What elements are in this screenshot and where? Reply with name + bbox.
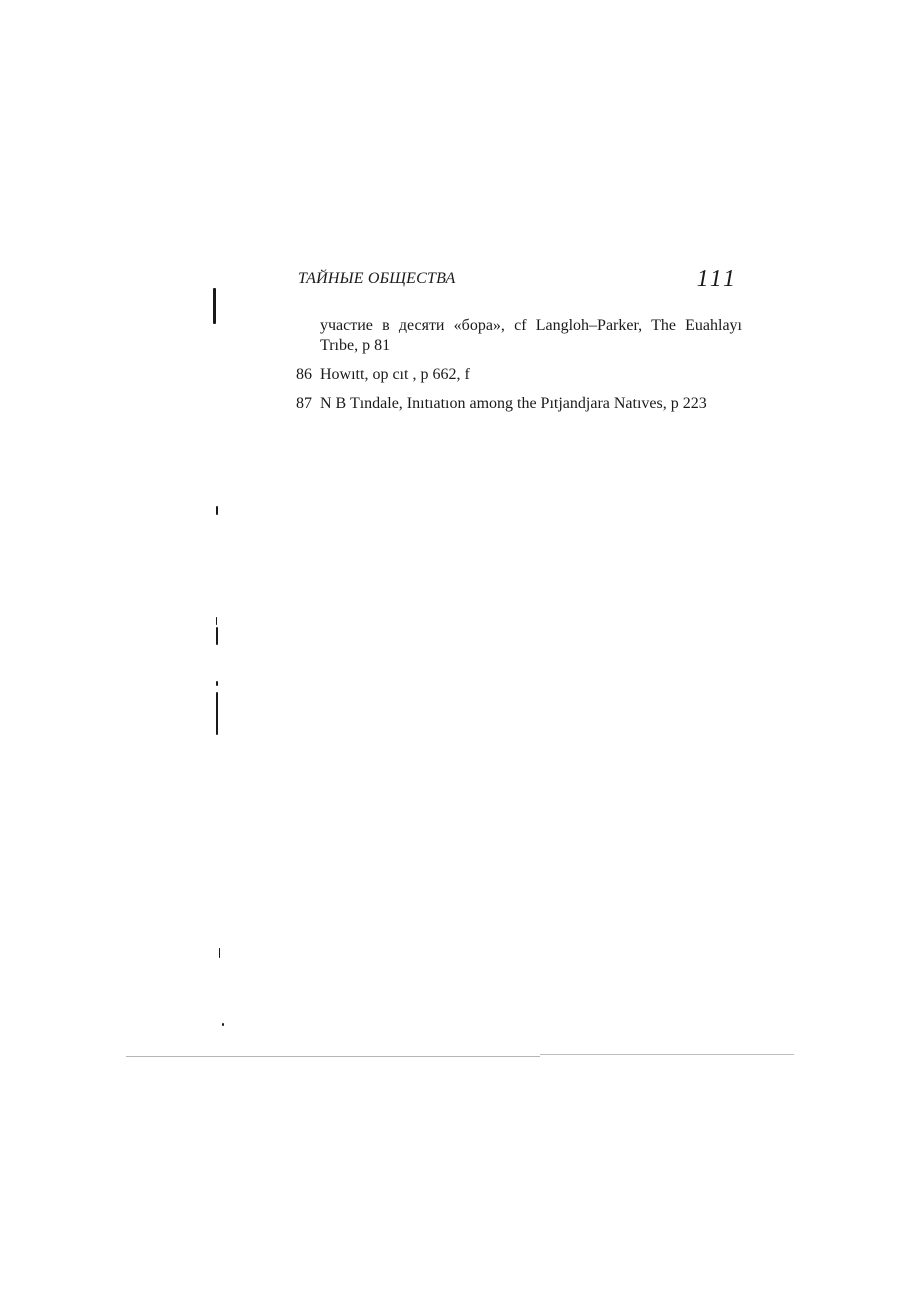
- scan-mark: [216, 627, 218, 645]
- scan-mark: [216, 681, 218, 686]
- footnote-continuation: [296, 316, 742, 356]
- page-number: 111: [696, 266, 738, 292]
- scan-mark: [216, 506, 218, 515]
- footnote-text: участие в десяти «бора», cf Langloh–Parker, The Euahlayı Trıbe, p 81: [320, 317, 742, 354]
- running-title: ТАЙНЫЕ ОБЩЕСТВА: [298, 270, 456, 287]
- footnote-86: [296, 365, 742, 385]
- footnote-number: 86: [296, 366, 312, 383]
- scan-mark: [219, 948, 220, 958]
- footnotes: [296, 316, 742, 423]
- footnote-text: Howıtt, op cıt , p 662, f: [320, 366, 470, 383]
- page-edge-line: [126, 1056, 540, 1057]
- scan-mark: [222, 1023, 224, 1026]
- footnote-text: N B Tındale, Inıtıatıon among the Pıtjandjara Natıves, p 223: [320, 395, 707, 412]
- footnote-87: [296, 394, 742, 414]
- scan-mark: [216, 692, 218, 735]
- page-edge-line: [540, 1054, 794, 1055]
- footnote-number: 87: [296, 395, 312, 412]
- scan-mark: [216, 617, 217, 625]
- scan-mark: [213, 288, 216, 324]
